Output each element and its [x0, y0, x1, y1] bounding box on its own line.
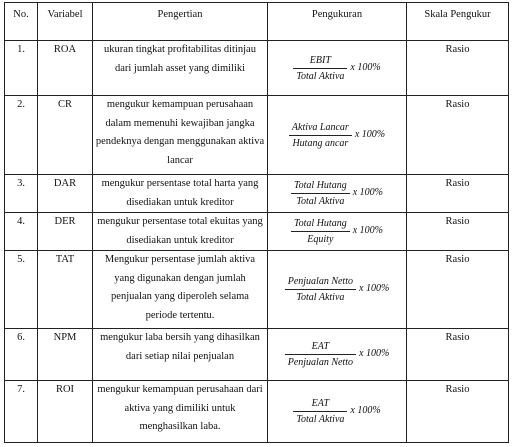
- formula-denominator: Hutang ancar: [292, 137, 349, 149]
- row-formula: [268, 213, 407, 251]
- row-no: 4.: [5, 213, 38, 251]
- header-no: No.: [5, 3, 38, 41]
- formula-fraction: [285, 275, 356, 304]
- row-formula: [268, 41, 407, 96]
- row-variabel: TAT: [38, 251, 93, 329]
- row-formula: [268, 381, 407, 443]
- formula-numerator: Total Hutang: [291, 179, 350, 194]
- row-no: 2.: [5, 96, 38, 175]
- table-row: [5, 175, 509, 213]
- formula-numerator: Total Hutang: [291, 217, 350, 232]
- table-row: [5, 381, 509, 443]
- table-row: [5, 251, 509, 329]
- formula-multiplier: x 100%: [352, 187, 383, 199]
- formula-fraction: [293, 54, 347, 83]
- header-variabel: Variabel: [38, 3, 93, 41]
- row-pengertian: ukuran tingkat profitabilitas ditinjau dari jumlah asset yang dimiliki: [93, 41, 268, 96]
- row-skala: Rasio: [407, 96, 509, 175]
- formula-fraction: [291, 179, 350, 208]
- header-row: [5, 3, 509, 41]
- row-pengertian: mengukur kemampuan perusahaan dari aktiva yang dimiliki untuk menghasilkan laba.: [93, 381, 268, 443]
- row-formula: [268, 251, 407, 329]
- row-no: 3.: [5, 175, 38, 213]
- row-no: 6.: [5, 329, 38, 381]
- row-skala: Rasio: [407, 329, 509, 381]
- row-no: 7.: [5, 381, 38, 443]
- row-pengertian: mengukur persentase total ekuitas yang disediakan untuk kreditor: [93, 213, 268, 251]
- table-row: [5, 41, 509, 96]
- formula-denominator: Total Aktiva: [296, 70, 345, 82]
- row-pengertian: mengukur kemampuan perusahaan dalam memenuhi kewajiban jangka pendeknya dengan menggunakan aktiva lancar: [93, 96, 268, 175]
- formula-multiplier: x 100%: [359, 283, 390, 295]
- row-formula: [268, 175, 407, 213]
- formula-numerator: EAT: [293, 397, 347, 412]
- row-no: 5.: [5, 251, 38, 329]
- table-row: [5, 96, 509, 175]
- header-pengukuran: Pengukuran: [268, 3, 407, 41]
- row-pengertian: mengukur persentase total harta yang disediakan untuk kreditor: [93, 175, 268, 213]
- formula-denominator: Total Aktiva: [296, 292, 345, 303]
- header-pengertian: Pengertian: [93, 3, 268, 41]
- header-skala: Skala Pengukur: [407, 3, 509, 41]
- row-formula: [268, 329, 407, 381]
- row-variabel: DER: [38, 213, 93, 251]
- formula-fraction: [291, 217, 350, 246]
- row-no: 1.: [5, 41, 38, 96]
- variable-table: [4, 2, 509, 443]
- formula-numerator: EBIT: [293, 54, 347, 69]
- row-variabel: ROA: [38, 41, 93, 96]
- formula-numerator: EAT: [285, 340, 356, 355]
- row-skala: Rasio: [407, 213, 509, 251]
- table-row: [5, 213, 509, 251]
- row-pengertian: mengukur laba bersih yang dihasilkan dari setiap nilai penjualan: [93, 329, 268, 381]
- formula-numerator: Penjualan Netto: [285, 275, 356, 290]
- row-skala: Rasio: [407, 41, 509, 96]
- row-skala: Rasio: [407, 251, 509, 329]
- formula-fraction: [293, 397, 347, 426]
- table-row: [5, 329, 509, 381]
- formula-multiplier: x 100%: [354, 128, 386, 140]
- row-skala: Rasio: [407, 175, 509, 213]
- formula-numerator: Aktiva Lancar: [289, 121, 352, 136]
- row-variabel: DAR: [38, 175, 93, 213]
- formula-denominator: Equity: [307, 234, 334, 245]
- formula-multiplier: x 100%: [352, 225, 383, 237]
- formula-denominator: Total Aktiva: [296, 196, 345, 207]
- formula-fraction: [285, 340, 356, 369]
- formula-denominator: Penjualan Netto: [287, 357, 353, 368]
- row-skala: Rasio: [407, 381, 509, 443]
- row-pengertian: Mengukur persentase jumlah aktiva yang digunakan dengan jumlah penjualan yang diperoleh selama periode tertentu.: [93, 251, 268, 329]
- formula-fraction: [289, 121, 352, 150]
- formula-multiplier: x 100%: [350, 61, 381, 73]
- row-variabel: NPM: [38, 329, 93, 381]
- formula-multiplier: x 100%: [350, 405, 381, 417]
- row-variabel: CR: [38, 96, 93, 175]
- row-variabel: ROI: [38, 381, 93, 443]
- row-formula: [268, 96, 407, 175]
- formula-denominator: Total Aktiva: [296, 414, 345, 425]
- formula-multiplier: x 100%: [359, 348, 390, 360]
